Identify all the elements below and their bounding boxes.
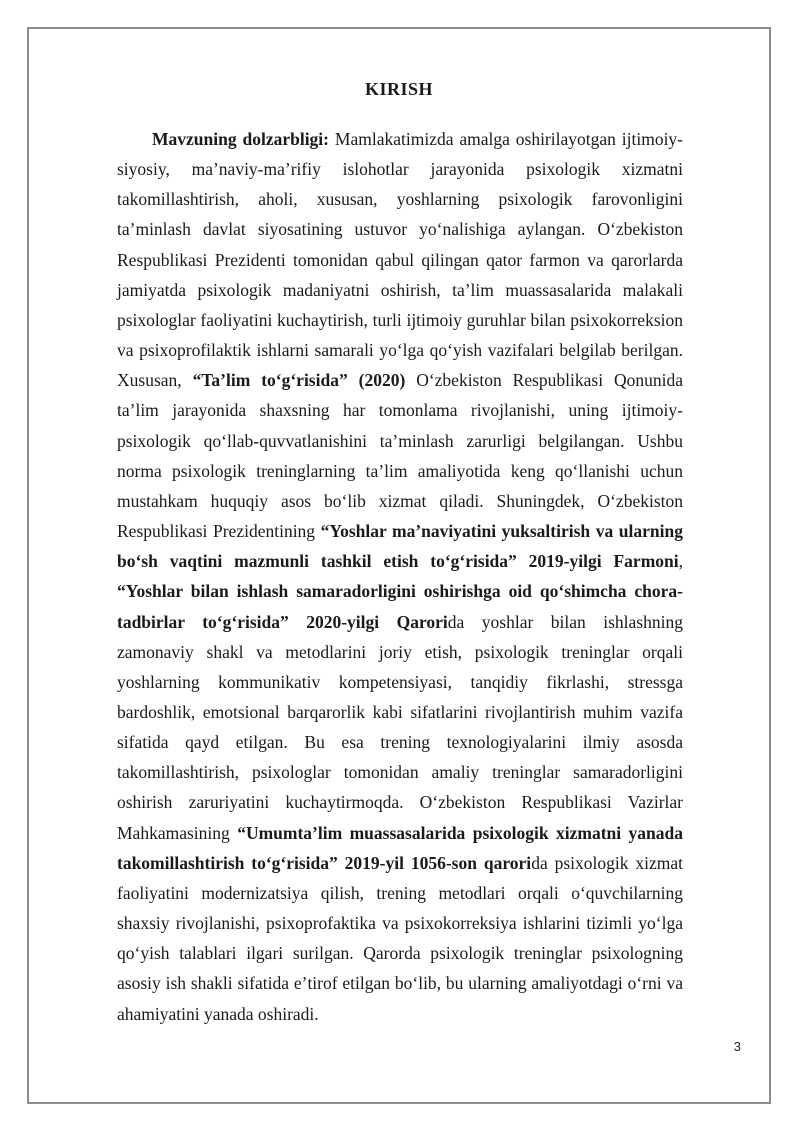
paragraph-text: Oʻzbekiston Respublikasi Qonunida taʼlim jarayonida shaxsning har tomonlama rivojlanishi, uning ijtimoiy-psixologik qoʻllab-quvvatlanishini taʼminlash zarurligi belgilangan. Ushbu norma psixologik treninglarning taʼlim amaliyotida keng qoʻllanishi uchun mustahkam huquqiy asos boʻlib xizmat qiladi. Shuningdek, Oʻzbekiston Respublikasi Prezidentining	[117, 370, 683, 542]
paragraph-text: ,	[678, 551, 683, 572]
resolution-reference-title: “Yoshlar bilan ishlash samaradorligini oshirishga oid qoʻshimcha chora-tadbirlar toʻgʻrisida” 2020-yilgi Qarori	[117, 581, 683, 632]
document-page	[27, 27, 771, 1104]
body-paragraph	[117, 124, 683, 1029]
page-title: KIRISH	[364, 79, 434, 99]
page-number: 3	[733, 1039, 741, 1054]
paragraph-text: Mamlakatimizda amalga oshirilayotgan ijtimoiy-siyosiy, maʼnaviy-maʼrifiy islohotlar jarayonida psixologik xizmatni takomillashtirish, aholi, xususan, yoshlarning psixologik farovonligini taʼminlash davlat siyosatining ustuvor yoʻnalishiga aylangan. Oʻzbekiston Respublikasi Prezidenti tomonidan qabul qilingan qator farmon va qarorlarda jamiyatda psixologik madaniyatni oshirish, taʼlim muassasalarida malakali psixologlar faoliyatini kuchaytirish, turli ijtimoiy guruhlar bilan psixokorreksion va psixoprofilaktik ishlarni samarali yoʻlga qoʻyish vazifalari belgilab berilgan. Xususan,	[117, 129, 684, 391]
paragraph-text: da yoshlar bilan ishlashning zamonaviy shakl va metodlarini joriy etish, psixologik treninglar orqali yoshlarning kommunikativ kompetensiyasi, tanqidiy fikrlashi, stressga bardoshlik, emotsional barqarorlik kabi sifatlarini rivojlantirish muhim vazifa sifatida qayd etilgan. Bu esa trening texnologiyalarini ilmiy asosda takomillashtirish, psixologlar tomonidan amaliy treninglar samaradorligini oshirish zaruriyatini kuchaytirmoqda. Oʻzbekiston Respublikasi Vazirlar Mahkamasining	[117, 611, 683, 843]
heading-lead: Mavzuning dolzarbligi:	[152, 129, 330, 149]
paragraph-text: da psixologik xizmat faoliyatini modernizatsiya qilish, trening metodlari orqali oʻquvchilarning shaxsiy rivojlanishi, psixoprofaktika va psixokorreksiya ishlarini tizimli yoʻlga qoʻyish talablari ilgari surilgan. Qarorda psixologik treninglar psixologning asosiy ish shakli sifatida eʼtirof etilgan boʻlib, bu ularning amaliyotdagi oʻrni va ahamiyatini yanada oshiradi.	[117, 852, 683, 1024]
cabinet-resolution-title: “Umumtaʼlim muassasalarida psixologik xizmatni yanada takomillashtirish toʻgʻrisida” 2019-yil 1056-son qarori	[117, 822, 684, 873]
decree-reference-title: “Yoshlar maʼnaviyatini yuksaltirish va ularning boʻsh vaqtini mazmunli tashkil etish toʻgʻrisida” 2019-yilgi Farmoni	[117, 521, 683, 572]
law-reference-title: “Taʼlim toʻgʻrisida” (2020)	[192, 370, 406, 391]
